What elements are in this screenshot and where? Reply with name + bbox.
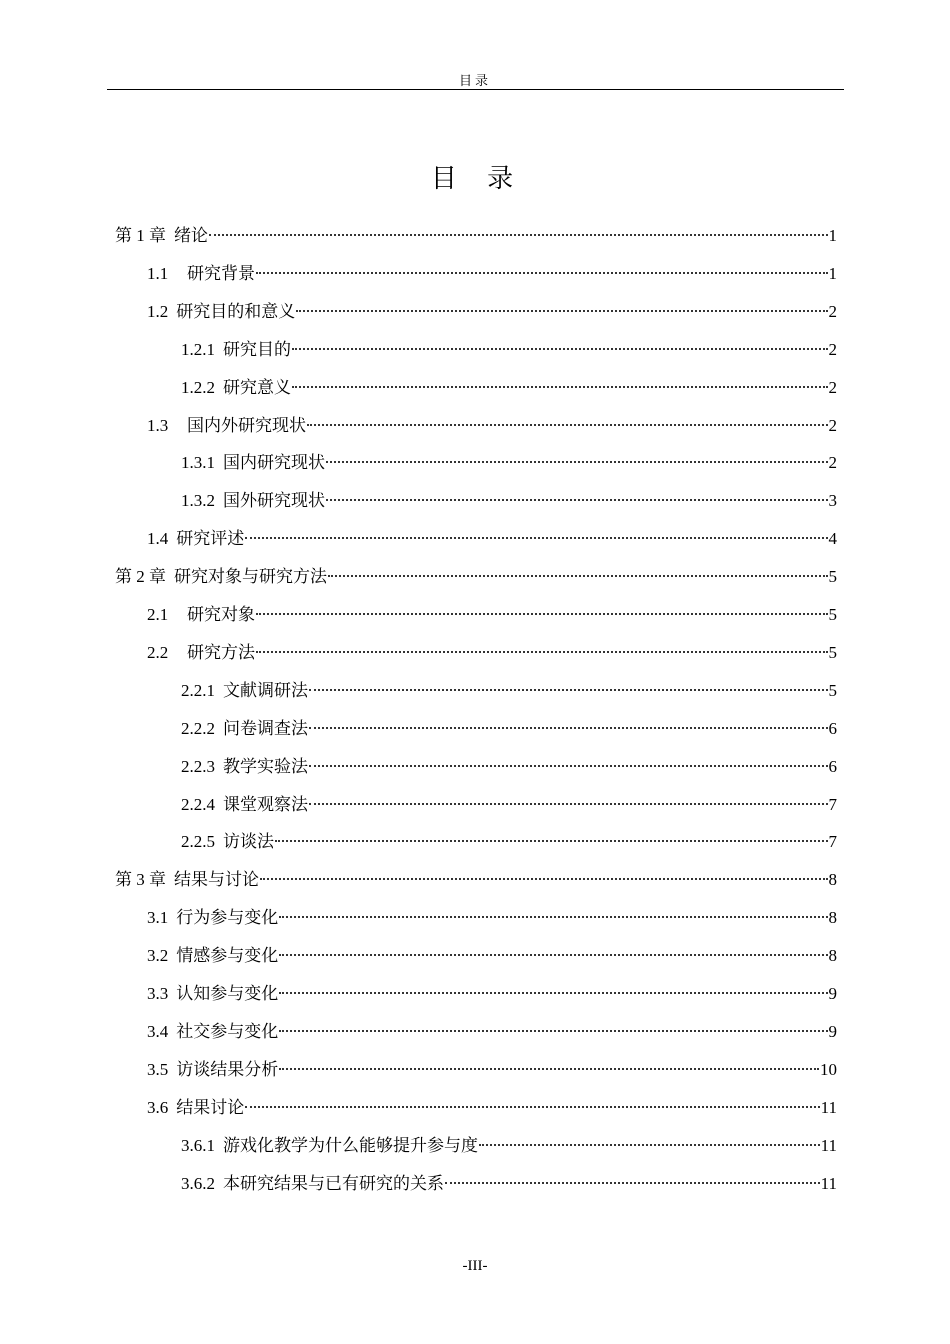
toc-entry-number: 3.6 — [147, 1097, 169, 1117]
toc-entry-title: 情感参与变化 — [176, 946, 279, 967]
toc-leader-dots — [296, 310, 827, 312]
toc-entry-page: 2 — [828, 301, 837, 321]
toc-entry-page: 5 — [828, 567, 837, 587]
toc-entry-number: 3.4 — [147, 1021, 169, 1041]
toc-entry-page: 5 — [828, 605, 837, 624]
toc-entry-title: 研究意义 — [223, 377, 291, 398]
toc-entry-title: 研究对象 — [176, 605, 256, 625]
toc-entry-page: 5 — [828, 680, 837, 700]
toc-entry-number: 2.1 — [147, 605, 169, 624]
toc-entry[interactable] — [147, 944, 837, 968]
toc-entry-number: 1.3.2 — [181, 491, 215, 511]
toc-entry[interactable] — [181, 489, 837, 513]
toc-entry-title: 认知参与变化 — [176, 984, 279, 1004]
toc-entry-title: 行为参与变化 — [176, 908, 279, 929]
toc-entry-page: 11 — [820, 1173, 837, 1193]
toc-entry[interactable] — [147, 414, 837, 438]
toc-entry-page: 3 — [828, 491, 837, 511]
toc-entry[interactable] — [181, 1172, 837, 1196]
toc-entry-title: 研究评述 — [176, 529, 245, 550]
toc-entry-page: 2 — [828, 377, 837, 397]
toc-entry-title: 研究目的和意义 — [176, 301, 296, 322]
toc-entry-page: 7 — [828, 794, 837, 814]
toc-entry-number: 2.2.2 — [181, 718, 215, 738]
toc-leader-dots — [309, 765, 828, 767]
toc-entry[interactable] — [147, 300, 837, 324]
toc-entry-number: 2.2.1 — [181, 680, 215, 700]
toc-entry[interactable] — [181, 755, 837, 779]
toc-entry-title: 国内研究现状 — [223, 453, 325, 474]
toc-entry-number: 2.2.4 — [181, 794, 215, 814]
toc-entry[interactable] — [147, 1020, 837, 1044]
toc-entry-number: 1.3 — [147, 415, 169, 435]
toc-entry-number: 3.3 — [147, 984, 169, 1003]
toc-leader-dots — [307, 424, 827, 426]
toc-entry[interactable] — [147, 982, 837, 1006]
toc-leader-dots — [326, 461, 828, 463]
toc-entry-page: 8 — [828, 908, 837, 928]
toc-entry-number: 1.2 — [147, 301, 169, 321]
toc-entry[interactable] — [147, 641, 837, 665]
toc-entry-title: 本研究结果与已有研究的关系 — [223, 1173, 444, 1194]
running-header: 目录 — [458, 74, 491, 89]
toc-entry[interactable] — [181, 376, 837, 400]
toc-entry-number: 3.5 — [147, 1059, 169, 1079]
page-title: 目 录 — [430, 164, 520, 194]
toc-leader-dots — [328, 575, 828, 577]
toc-entry-page: 2 — [828, 415, 837, 435]
toc-entry[interactable] — [115, 224, 837, 248]
toc-entry-number: 3.6.1 — [181, 1135, 215, 1155]
toc-entry-number: 第 3 章 — [115, 870, 166, 890]
toc-entry-title: 研究对象与研究方法 — [174, 567, 327, 588]
toc-entry[interactable] — [115, 868, 837, 892]
toc-entry-number: 1.2.2 — [181, 377, 215, 397]
toc-leader-dots — [256, 613, 827, 615]
toc-entry-page: 6 — [828, 756, 837, 776]
toc-entry[interactable] — [147, 906, 837, 930]
toc-entry-page: 2 — [828, 453, 837, 473]
toc-entry-page: 8 — [828, 870, 837, 890]
toc-entry[interactable] — [147, 262, 837, 286]
toc-leader-dots — [245, 1106, 819, 1108]
toc-entry[interactable] — [115, 565, 837, 589]
toc-entry-title: 国外研究现状 — [223, 491, 325, 512]
toc-entry-number: 3.6.2 — [181, 1173, 215, 1193]
toc-entry[interactable] — [147, 603, 837, 627]
toc-entry-title: 结果讨论 — [176, 1097, 245, 1118]
toc-leader-dots — [479, 1144, 820, 1146]
toc-entry[interactable] — [181, 451, 837, 475]
toc-entry-page: 4 — [828, 529, 837, 549]
toc-leader-dots — [279, 916, 827, 918]
toc-entry-title: 游戏化教学为什么能够提升参与度 — [223, 1135, 478, 1156]
toc-entry[interactable] — [181, 1134, 837, 1158]
toc-entry-title: 研究方法 — [176, 642, 256, 663]
toc-entry-number: 1.4 — [147, 529, 169, 549]
toc-entry-page: 8 — [828, 946, 837, 966]
toc-entry-title: 访谈法 — [223, 832, 274, 853]
toc-entry-page: 9 — [828, 1021, 837, 1041]
toc-entry-title: 结果与讨论 — [174, 870, 259, 891]
toc-entry-title: 研究目的 — [223, 339, 291, 360]
toc-leader-dots — [279, 1068, 819, 1070]
toc-leader-dots — [292, 386, 828, 388]
toc-entry-number: 3.2 — [147, 946, 169, 966]
toc-entry-title: 文献调研法 — [223, 680, 308, 701]
toc-entry-number: 3.1 — [147, 908, 169, 928]
toc-entry-page: 9 — [828, 984, 837, 1003]
toc-entry-title: 问卷调查法 — [223, 718, 308, 739]
toc-entry-number: 1.1 — [147, 263, 169, 283]
toc-leader-dots — [279, 954, 827, 956]
toc-entry[interactable] — [181, 830, 837, 854]
toc-leader-dots — [245, 537, 827, 539]
toc-entry-number: 1.3.1 — [181, 453, 215, 473]
toc-entry[interactable] — [147, 527, 837, 551]
toc-leader-dots — [279, 1030, 827, 1032]
toc-entry-number: 第 2 章 — [115, 567, 166, 587]
toc-entry-page: 1 — [828, 263, 837, 283]
toc-leader-dots — [256, 651, 827, 653]
toc-entry[interactable] — [147, 1096, 837, 1120]
toc-leader-dots — [326, 499, 828, 501]
toc-entry-page: 2 — [828, 339, 837, 359]
toc-entry[interactable] — [181, 717, 837, 741]
toc-entry-page: 5 — [828, 642, 837, 662]
toc-entry-page: 1 — [828, 226, 837, 245]
toc-leader-dots — [309, 689, 828, 691]
header-rule — [107, 89, 844, 90]
page-number: -III- — [462, 1258, 488, 1274]
toc-leader-dots — [256, 272, 827, 274]
toc-entry-page: 6 — [828, 718, 837, 738]
toc-leader-dots — [260, 878, 828, 880]
toc-entry-page: 10 — [820, 1059, 837, 1079]
toc-entry[interactable] — [181, 679, 837, 703]
toc-entry-number: 2.2.3 — [181, 756, 215, 776]
toc-entry[interactable] — [181, 338, 837, 362]
toc-leader-dots — [309, 727, 828, 729]
toc-entry-title: 研究背景 — [176, 263, 256, 284]
toc-entry-page: 11 — [820, 1097, 837, 1117]
toc-leader-dots — [292, 348, 828, 350]
toc-entry-title: 绪论 — [174, 226, 208, 246]
toc-entry-title: 教学实验法 — [223, 756, 308, 777]
toc-entry-title: 访谈结果分析 — [176, 1059, 279, 1080]
toc-entry-number: 2.2.5 — [181, 832, 215, 852]
toc-entry-page: 11 — [820, 1135, 837, 1155]
toc-entry-page: 7 — [828, 832, 837, 852]
toc-leader-dots — [309, 803, 828, 805]
toc-leader-dots — [209, 234, 828, 236]
toc-entry-number: 2.2 — [147, 642, 169, 662]
toc-entry-title: 课堂观察法 — [223, 794, 308, 815]
toc-entry-number: 第 1 章 — [115, 226, 166, 245]
toc-entry-title: 社交参与变化 — [176, 1021, 279, 1042]
toc-leader-dots — [445, 1182, 820, 1184]
toc-entry-number: 1.2.1 — [181, 339, 215, 359]
toc-leader-dots — [275, 840, 828, 842]
toc-entry-title: 国内外研究现状 — [176, 415, 307, 436]
toc-entry[interactable] — [181, 793, 837, 817]
toc-leader-dots — [279, 992, 827, 994]
toc-entry[interactable] — [147, 1058, 837, 1082]
